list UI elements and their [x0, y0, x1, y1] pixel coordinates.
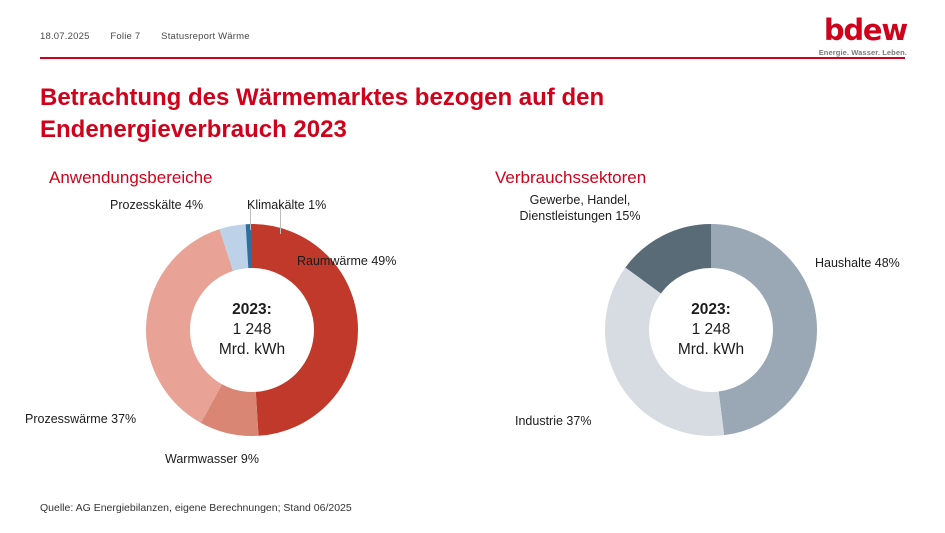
header-slide-number: Folie 7	[110, 31, 141, 42]
label-prozesskaelte: Prozesskälte 4%	[110, 198, 204, 212]
label-prozesswaerme: Prozesswärme 37%	[25, 412, 137, 426]
chart-panel-anwendungsbereiche	[25, 160, 475, 480]
donut-center-right	[599, 218, 823, 442]
header-divider	[40, 57, 905, 59]
center-value-right: 1 248	[691, 320, 731, 338]
chart-title-right: Verbrauchssektoren	[495, 168, 647, 187]
center-unit-right: Mrd. kWh	[677, 341, 745, 359]
label-warmwasser: Warmwasser 9%	[165, 452, 259, 466]
label-klimakaelte: Klimakälte 1%	[247, 198, 327, 212]
bdew-logo	[818, 13, 907, 57]
header-document-title: Statusreport Wärme	[161, 31, 250, 42]
center-unit-left: Mrd. kWh	[218, 341, 286, 359]
label-industrie: Industrie 37%	[515, 414, 592, 428]
label-raumwaerme: Raumwärme 49%	[297, 254, 397, 268]
source-note: Quelle: AG Energiebilanzen, eigene Berechnungen; Stand 06/2025	[40, 502, 352, 514]
label-gewerbe-handel-dienstleistungen: Gewerbe, Handel, Dienstleistungen 15%	[519, 193, 641, 223]
header-meta	[40, 31, 250, 42]
slide-header	[0, 0, 945, 58]
donut-chart-left	[140, 218, 364, 442]
logo-claim: Energie. Wasser. Leben.	[818, 48, 907, 57]
logo-wordmark: bdew	[823, 13, 907, 47]
center-year-left: 2023:	[232, 300, 272, 318]
center-value-left: 1 248	[232, 320, 272, 338]
chart-panel-verbrauchssektoren	[470, 160, 925, 480]
label-haushalte: Haushalte 48%	[815, 256, 900, 270]
donut-chart-right	[599, 218, 823, 442]
page-title: Betrachtung des Wärmemarktes bezogen auf den Endenergieverbrauch 2023	[40, 84, 605, 143]
center-year-right: 2023:	[691, 300, 731, 318]
chart-title-left: Anwendungsbereiche	[49, 168, 213, 187]
donut-center-left	[140, 218, 364, 442]
header-date: 18.07.2025	[40, 31, 90, 42]
